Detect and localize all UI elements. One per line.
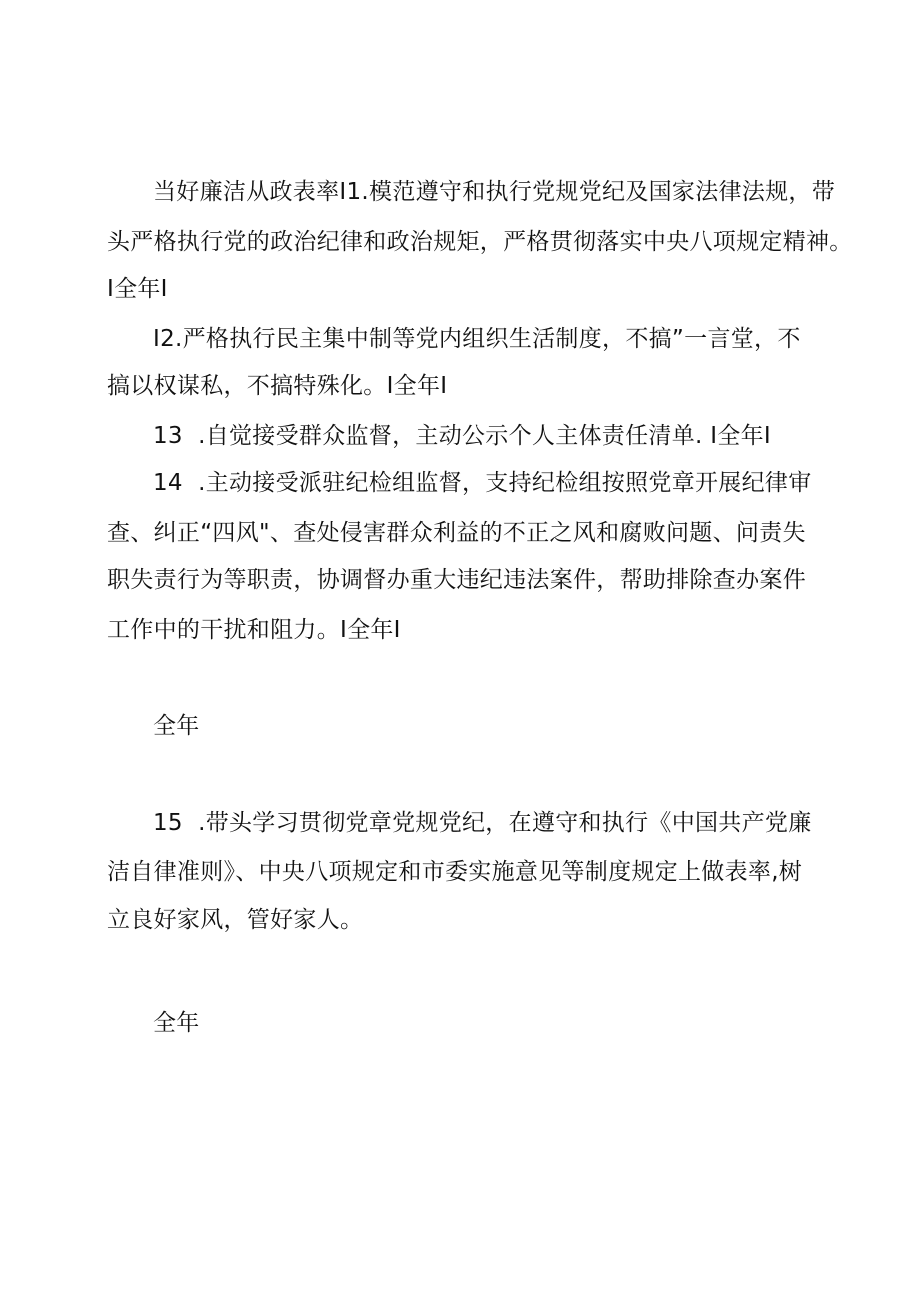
paragraph-6-line-3: 立良好家风，管好家人。	[107, 907, 364, 933]
paragraph-2-line-2: 搞以权谋私，不搞特殊化。I全年I	[107, 373, 448, 399]
paragraph-1-line-3: I全年I	[107, 276, 168, 302]
paragraph-1-line-2: 头严格执行党的政治纪律和政治规矩，严格贯彻落实中央八项规定精神。	[107, 229, 853, 255]
paragraph-4-line-3: 职失责行为等职责，协调督办重大违纪违法案件，帮助排除查办案件	[107, 567, 806, 593]
paragraph-6-line-2: 洁自律准则》、中央八项规定和市委实施意见等制度规定上做表率,树	[107, 859, 803, 885]
paragraph-4-line-1: 14 .主动接受派驻纪检组监督，支持纪检组按照党章开展纪律审	[153, 470, 812, 496]
paragraph-1-line-1: 当好廉洁从政表率I1.模范遵守和执行党规党纪及国家法律法规，带	[153, 179, 836, 205]
paragraph-2-line-1: I2.严格执行民主集中制等党内组织生活制度，不搞”一言堂，不	[153, 326, 801, 352]
paragraph-7-line-1: 全年	[153, 1010, 200, 1036]
paragraph-4-line-4: 工作中的干扰和阻力。I全年I	[107, 617, 401, 643]
paragraph-6-line-1: 15 .带头学习贯彻党章党规党纪，在遵守和执行《中国共产党廉	[153, 810, 812, 836]
paragraph-3-line-1: 13 .自觉接受群众监督，主动公示个人主体责任清单. I全年I	[153, 423, 771, 449]
paragraph-5-line-1: 全年	[153, 713, 200, 739]
paragraph-4-line-2: 查、纠正“四风"、查处侵害群众利益的不正之风和腐败问题、问责失	[107, 520, 806, 546]
